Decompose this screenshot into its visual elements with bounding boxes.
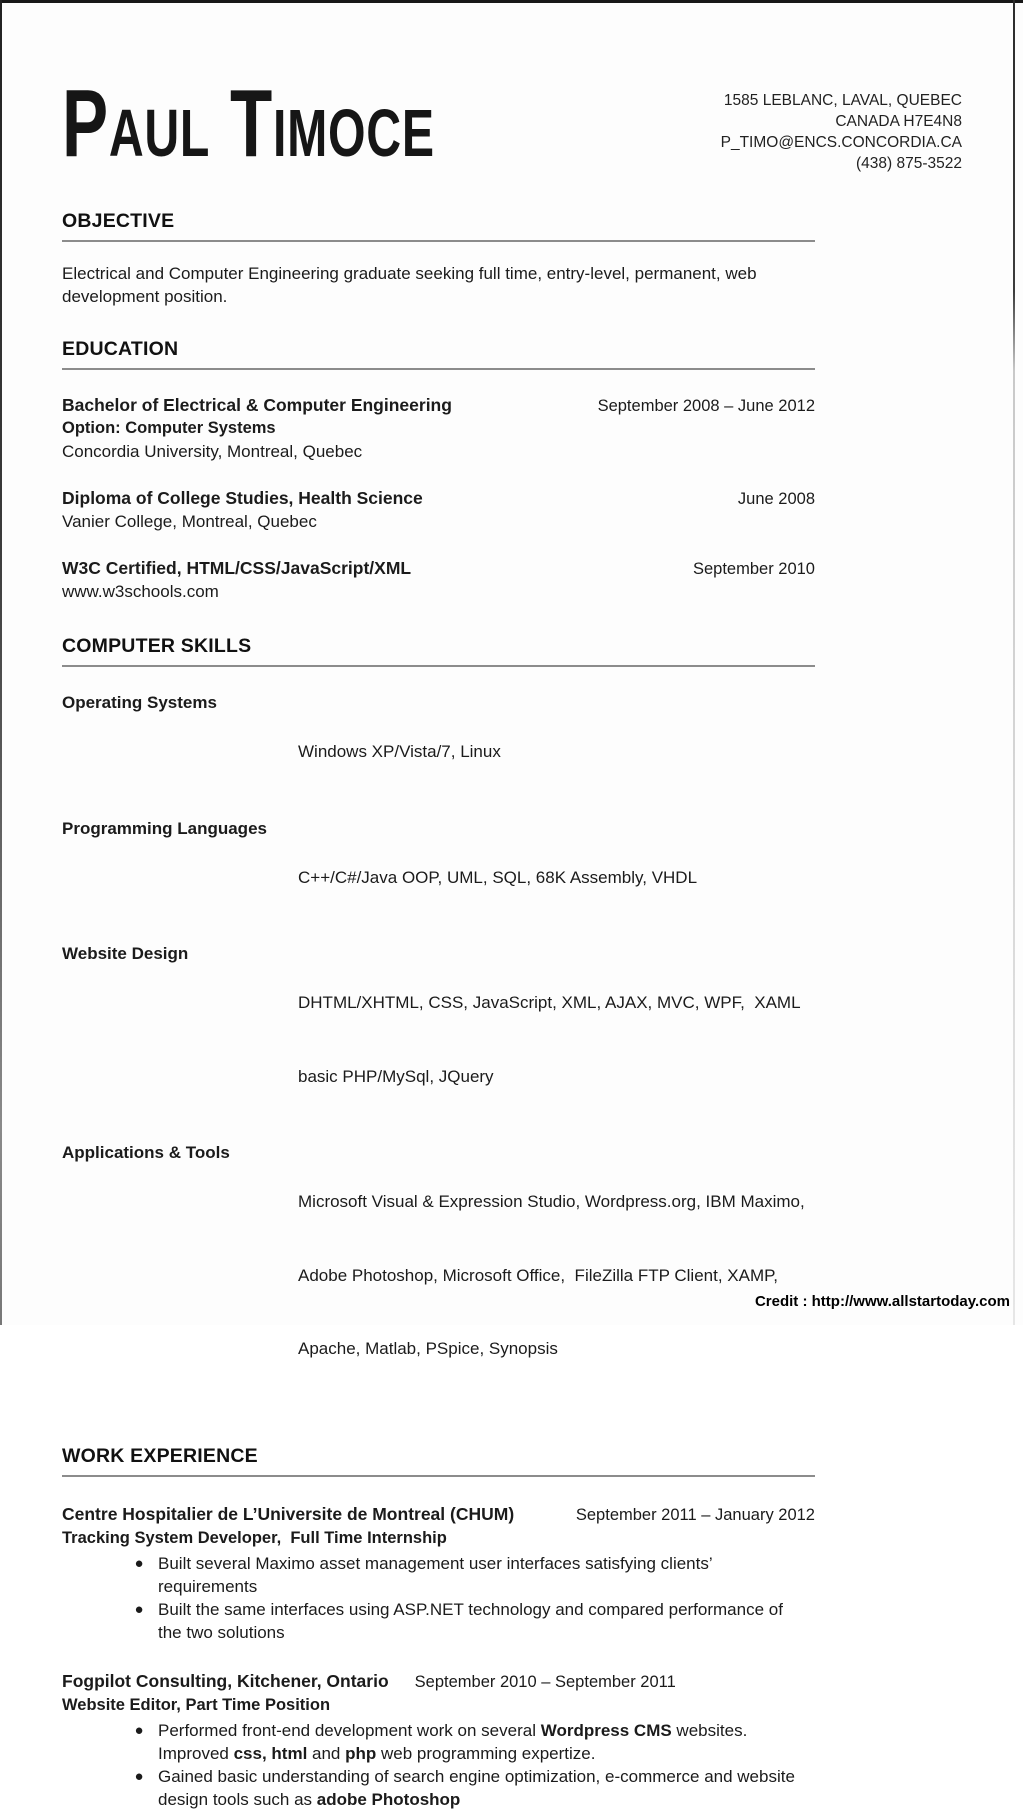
school-name: Concordia University, Montreal, Quebec	[62, 442, 363, 461]
work-experience-section	[62, 1445, 815, 1811]
job-bullet-list	[62, 1719, 815, 1811]
certification-date: September 2010	[692, 560, 815, 578]
skill-value-line: Apache, Matlab, PSpice, Synopsis	[298, 1339, 558, 1358]
work-entry	[62, 1503, 815, 1644]
degree-date: June 2008	[737, 490, 815, 508]
bullet-dot-icon: ●	[134, 1600, 144, 1618]
education-entry	[62, 394, 815, 463]
skill-value-line: Adobe Photoshop, Microsoft Office, FileZilla FTP Client, XAMP,	[298, 1265, 778, 1285]
skill-value-line: basic PHP/MySql, JQuery	[298, 1066, 494, 1086]
education-section	[62, 338, 815, 603]
degree-option: Option: Computer Systems	[62, 419, 276, 437]
resume-body	[62, 210, 815, 1811]
certification-title: W3C Certified, HTML/CSS/JavaScript/XML	[62, 558, 412, 578]
contact-address-line: CANADA H7E4N8	[835, 113, 962, 130]
skill-row	[62, 691, 815, 814]
skill-row	[62, 817, 815, 940]
job-bullet-text: Gained basic understanding of search engine optimization, e-commerce and website design tools such as adobe Photoshop	[158, 1766, 800, 1809]
skill-category: Applications & Tools	[62, 1143, 230, 1162]
education-entry-head	[62, 557, 815, 580]
work-entry-head	[62, 1503, 815, 1526]
bullet-dot-icon: ●	[134, 1554, 144, 1572]
skill-value-line: Windows XP/Vista/7, Linux	[298, 742, 501, 761]
resume-header	[0, 0, 1023, 210]
skill-value-line: DHTML/XHTML, CSS, JavaScript, XML, AJAX, MVC, WPF, XAML	[298, 993, 801, 1012]
employer-name: Fogpilot Consulting, Kitchener, Ontario	[62, 1670, 389, 1691]
skill-category: Operating Systems	[62, 693, 217, 712]
contact-block	[721, 90, 962, 174]
work-entry	[62, 1670, 815, 1811]
computer-skills-heading: COMPUTER SKILLS	[62, 635, 815, 667]
work-experience-heading: WORK EXPERIENCE	[62, 1445, 815, 1477]
contact-phone: (438) 875-3522	[856, 155, 962, 172]
work-entry-head	[62, 1670, 815, 1693]
job-bullet-text: Built several Maximo asset management user interfaces satisfying clients’ requirements	[158, 1553, 717, 1596]
certification-site: www.w3schools.com	[62, 582, 219, 601]
skill-value-line: Microsoft Visual & Expression Studio, Wordpress.org, IBM Maximo,	[298, 1192, 805, 1211]
objective-text: Electrical and Computer Engineering graduate seeking full time, entry-level, permanent, web development position.	[62, 264, 757, 306]
job-bullet-text: Built the same interfaces using ASP.NET technology and compared performance of the two solutions	[158, 1599, 788, 1642]
skill-category: Website Design	[62, 944, 189, 963]
skill-row	[62, 942, 815, 1138]
objective-section	[62, 210, 815, 308]
employer-name: Centre Hospitalier de L’Universite de Montreal (CHUM)	[62, 1503, 515, 1524]
education-entry-head	[62, 394, 815, 417]
skills-table	[62, 691, 815, 1411]
education-entry	[62, 487, 815, 533]
computer-skills-section	[62, 635, 815, 1411]
job-bullet-list	[62, 1552, 815, 1644]
contact-email: P_TIMO@ENCS.CONCORDIA.CA	[720, 134, 962, 151]
skill-values	[298, 1141, 815, 1411]
education-heading: EDUCATION	[62, 338, 815, 370]
skill-row	[62, 1141, 815, 1411]
bullet-dot-icon: ●	[134, 1767, 144, 1785]
page-left-border	[0, 0, 2, 1325]
employment-date: September 2010 – September 2011	[414, 1672, 676, 1691]
skill-category: Programming Languages	[62, 818, 267, 838]
job-title: Website Editor, Part Time Position	[62, 1695, 331, 1714]
employment-date: September 2011 – January 2012	[575, 1505, 815, 1524]
contact-address-line: 1585 LEBLANC, LAVAL, QUEBEC	[723, 92, 962, 109]
job-title: Tracking System Developer, Full Time Internship	[62, 1528, 447, 1547]
skill-values	[298, 817, 815, 940]
skill-values	[298, 942, 815, 1138]
candidate-name: Paul Timoce	[62, 70, 435, 177]
job-bullet	[120, 1719, 815, 1765]
education-entry	[62, 557, 815, 603]
bullet-dot-icon: ●	[134, 1721, 144, 1739]
school-name: Vanier College, Montreal, Quebec	[62, 512, 317, 531]
skill-value-line: C++/C#/Java OOP, UML, SQL, 68K Assembly, VHDL	[298, 867, 698, 887]
objective-heading: OBJECTIVE	[62, 210, 815, 242]
degree-date: September 2008 – June 2012	[597, 397, 815, 415]
page-top-border	[0, 0, 1023, 3]
credit-line: Credit : http://www.allstartoday.com	[754, 1293, 1010, 1310]
skill-values	[298, 691, 815, 814]
education-entry-head	[62, 487, 815, 510]
job-bullet	[120, 1552, 815, 1598]
degree-title: Bachelor of Electrical & Computer Engineering	[62, 395, 452, 415]
page-right-border	[1013, 0, 1015, 1325]
job-bullet-text: Performed front-end development work on several Wordpress CMS websites. Improved css, html and php web programming expertize.	[158, 1720, 753, 1763]
job-bullet	[120, 1598, 815, 1644]
job-bullet	[120, 1765, 815, 1811]
degree-title: Diploma of College Studies, Health Science	[62, 488, 423, 508]
